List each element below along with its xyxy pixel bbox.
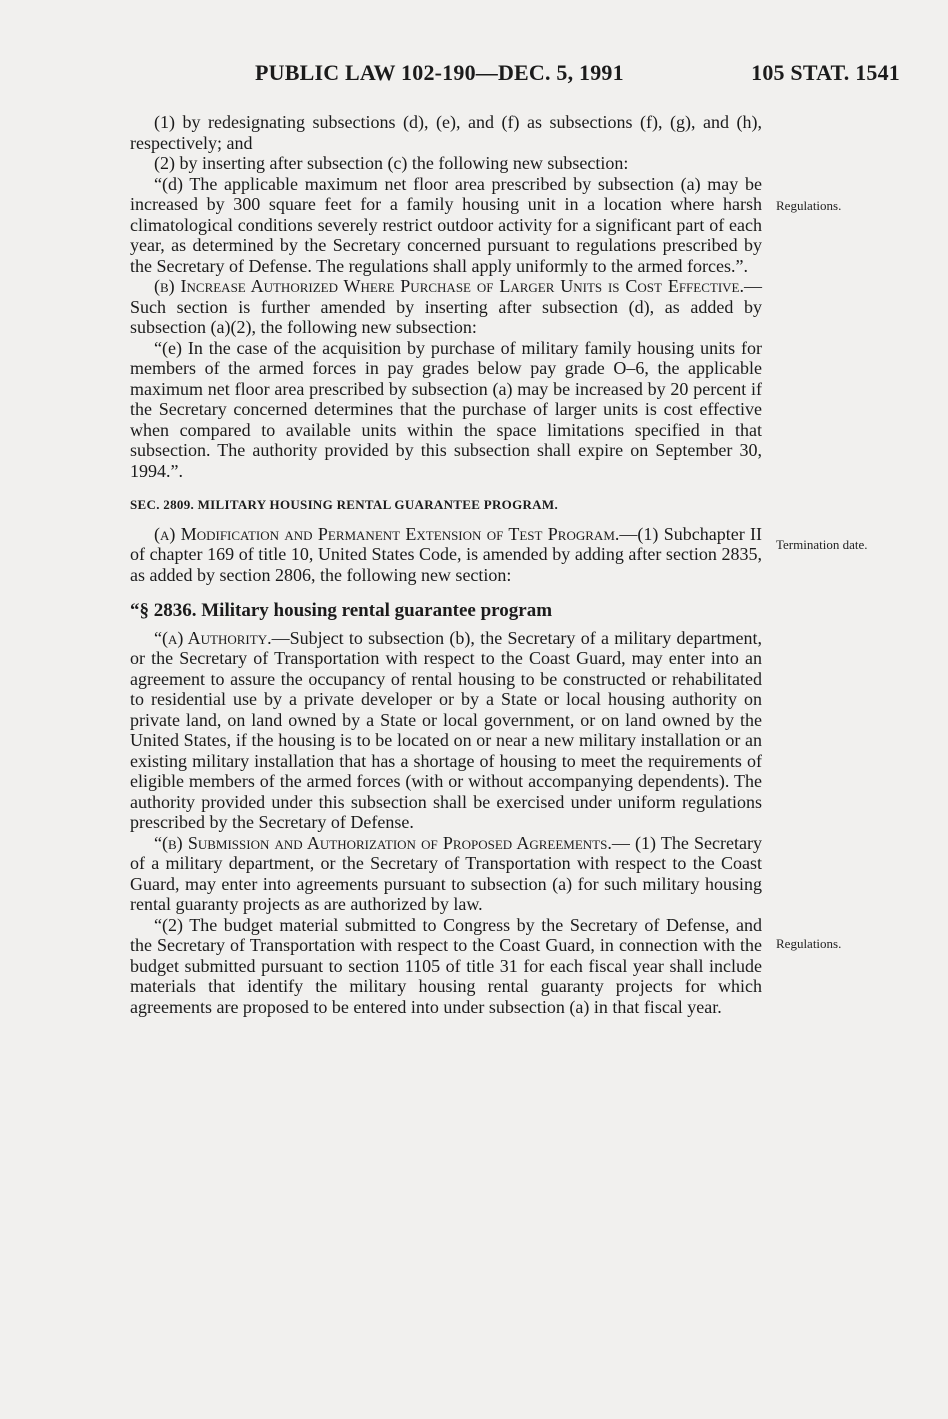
submission-heading: “(b) Submission and Authorization of Proposed Agreements. bbox=[154, 832, 612, 853]
page-header bbox=[130, 60, 900, 90]
authority-heading: “(a) Authority. bbox=[154, 627, 272, 648]
margin-note-regulations-1: Regulations. bbox=[776, 198, 842, 213]
paragraph-subsection-b bbox=[130, 276, 762, 338]
margin-note-regulations-2: Regulations. bbox=[776, 936, 842, 951]
paragraph-redesignating: (1) by redesignating subsections (d), (e), and (f) as subsections (f), (g), and (h), respectively; and bbox=[130, 112, 762, 153]
modification-text: —(1) Subchapter II of chapter 169 of title 10, United States Code, is amended by adding after section 2835, as added by section 2806, the following new section: bbox=[130, 523, 763, 585]
authority-text: —Subject to subsection (b), the Secretary of a military department, or the Secretary of Transportation with respect to the Coast Guard, may enter into an agreement to assure the occupancy of rental housing to be constructed or rehabilitated to residential use by a private developer or by a State or local housing authority on private land, on land owned by a State or local government, or on land owned by the United States, if the housing is to be located on or near a new military installation or an existing military installation that has a shortage of housing to meet the requirements of eligible members of the armed forces (with or without accompanying dependents). The authority provided under this subsection shall be exercised under uniform regulations prescribed by the Secretary of Defense. bbox=[130, 627, 762, 832]
paragraph-submission bbox=[130, 833, 762, 915]
header-title: PUBLIC LAW 102-190—DEC. 5, 1991 bbox=[255, 60, 624, 85]
modification-heading: (a) Modification and Permanent Extension of Test Program. bbox=[154, 523, 620, 544]
paragraph-subsection-d: “(d) The applicable maximum net floor area prescribed by subsection (a) may be increased by 300 square feet for a family housing unit in a location where harsh climatological conditions severely restrict outdoor activity for a significant part of each year, as determined by the Secretary concerned pursuant to regulations prescribed by the Secretary of Defense. The regulations shall apply uniformly to the armed forces.”. bbox=[130, 173, 762, 276]
section-heading-2809: SEC. 2809. MILITARY HOUSING RENTAL GUARANTEE PROGRAM. bbox=[130, 497, 558, 512]
section-heading-2836: “§ 2836. Military housing rental guarantee program bbox=[130, 600, 553, 621]
paragraph-authority bbox=[130, 628, 762, 833]
paragraph-budget-material: “(2) The budget material submitted to Congress by the Secretary of Defense, and the Secretary of Transportation with respect to the Coast Guard, in connection with the budget submitted pursuant to section 1105 of title 31 for each fiscal year shall include materials that identify the military housing rental guaranty projects for which agreements are proposed to be entered into under subsection (a) in that fiscal year. bbox=[130, 914, 762, 1017]
document-body bbox=[130, 112, 762, 1017]
header-stat-citation: 105 STAT. 1541 bbox=[751, 60, 900, 85]
submission-text: — (1) The Secretary of a military department, or the Secretary of Transportation with respect to the Coast Guard, may enter into agreements pursuant to subsection (a) for such military housing rental guaranty projects as are authorized by law. bbox=[130, 832, 762, 914]
subsection-b-text: —Such section is further amended by inserting after subsection (d), as added by subsection (a)(2), the following new subsection: bbox=[130, 276, 762, 337]
paragraph-modification bbox=[130, 524, 762, 586]
paragraph-subsection-e: “(e) In the case of the acquisition by purchase of military family housing units for members of the armed forces in pay grades below pay grade O–6, the applicable maximum net floor area prescribed by subsection (a) may be increased by 20 percent if the Secretary concerned determines that the purchase of larger units is cost effective when compared to available units within the space limitations specified in that subsection. The authority provided by this subsection shall expire on September 30, 1994.”. bbox=[130, 337, 762, 481]
paragraph-inserting: (2) by inserting after subsection (c) the following new subsection: bbox=[154, 153, 629, 173]
subsection-b-heading: (b) Increase Authorized Where Purchase of Larger Units is Cost Effective. bbox=[154, 276, 744, 296]
margin-note-termination-date: Termination date. bbox=[776, 537, 868, 552]
